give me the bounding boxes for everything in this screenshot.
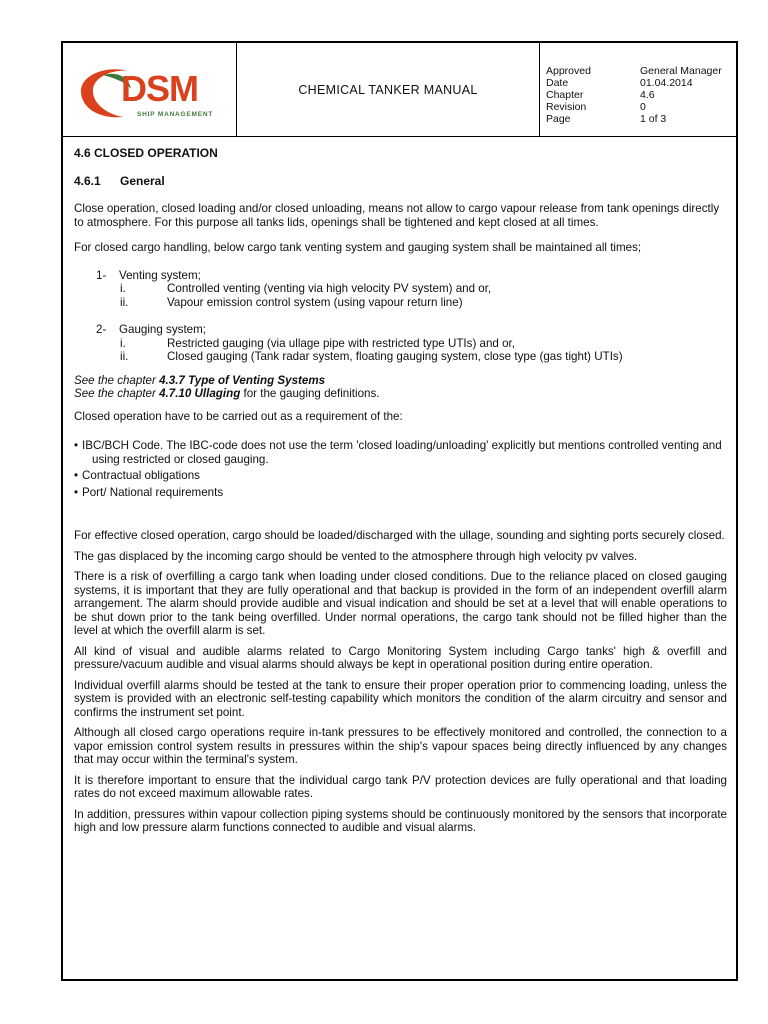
document-header [63,43,736,137]
list-number: 1- [96,268,107,282]
subitem-text: Vapour emission control system (using vapour return line) [167,295,463,309]
meta-cell [540,43,736,136]
list-title: Venting system; [119,268,201,282]
subitem-text: Restricted gauging (via ullage pipe with restricted type UTIs) and or, [167,336,515,350]
list-number: 2- [96,323,107,336]
chapter-reference[interactable]: See the chapter 4.3.7 Type of Venting Systems [74,373,326,387]
list-subitem [74,296,727,310]
meta-value: 0 [640,101,646,113]
body-paragraph: The gas displaced by the incoming cargo should be vented to the atmosphere through high velocity pv valves. [74,549,638,563]
bullet-item: • IBC/BCH Code. The IBC-code does not use the term 'closed loading/unloading' explicitly but mentions controlled venting and using restricted or closed gauging. [74,439,722,466]
body-paragraph: In addition, pressures within vapour collection piping systems should be continuously monitored by the sensors that incorporate high and low pressure alarm functions connected to audible and visual alarms. [74,807,727,834]
logo-text: DSM [121,68,198,109]
subitem-text: Controlled venting (venting via high velocity PV system) and or, [167,282,492,295]
body-paragraph: There is a risk of overfilling a cargo tank when loading under closed conditions. Due to the reliance placed on closed gauging systems, it is important that they are fully operational and that backup is provided in the form of an independent overfill alarm arrangement. The alarm should provide audible and visual indication and should be set at a level that will enable operations to be shut down prior to the tank being overfilled. Under normal operations, the cargo tank should not be filled higher than the level at which the overfill alarm is set. [74,570,727,637]
section-heading: 4.6 CLOSED OPERATION [74,146,218,160]
meta-label: Date [546,77,569,89]
subsection-number: 4.6.1 [74,173,101,188]
chapter-reference[interactable]: See the chapter 4.7.10 Ullaging [74,387,241,400]
body-paragraph: For effective closed operation, cargo should be loaded/discharged with the ullage, sounding and sighting ports securely closed. [74,529,725,542]
chapter-references: See the chapter 4.3.7 Type of Venting Systems See the chapter 4.7.10 Ullaging for the gauging definitions. [74,373,380,400]
subsection-heading [74,175,727,189]
meta-label: Revision [546,101,587,113]
intro-paragraph: Close operation, closed loading and/or closed unloading, means not allow to cargo vapour release from tank openings directly to atmosphere. For this purpose all tanks lids, openings shall be tightened and kept closed at all times. [74,202,720,229]
meta-value: 1 of 3 [640,113,667,125]
subitem-number: i. [120,336,126,350]
bullet-item: • Port/ National requirements [74,485,224,499]
logo-subtext: SHIP MANAGEMENT [137,111,214,118]
document-body [74,147,727,842]
page-frame [61,41,738,981]
body-paragraph: Individual overfill alarms should be tested at the tank to ensure their proper operation prior to commencing loading, unless the system is provided with an electronic self-testing capability which monitors the condition of the alarm circuitry and sensor and confirms the instrument set point. [74,678,727,719]
body-paragraph: Although all closed cargo operations require in-tank pressures to be effectively monitored and controlled, the connection to a vapor emission control system results in pressures within the ship's vapour spaces being directly influenced by any changes that may occur within the terminal's system. [74,726,727,766]
document-title: CHEMICAL TANKER MANUAL [298,82,478,97]
body-paragraph: It is therefore important to ensure that the individual cargo tank P/V protection devices are fully operational and that loading rates do not exceed maximum allowable rates. [74,773,727,800]
subitem-number: ii. [120,295,129,309]
requirement-bullets [74,439,727,499]
list-subitem [74,337,727,351]
dsm-logo [77,61,227,121]
logo-cell [63,43,237,136]
subitem-number: ii. [120,350,129,363]
subsection-title: General [120,173,165,188]
list-title: Gauging system; [119,323,206,336]
meta-label: Approved [546,65,591,77]
meta-value: 4.6 [640,89,655,101]
list-subitem [74,350,727,364]
system-list [74,269,727,364]
meta-label: Page [546,113,571,125]
list-item [74,323,727,337]
maintain-paragraph: For closed cargo handling, below cargo tank venting system and gauging system shall be maintained all times; [74,241,642,254]
subitem-number: i. [120,282,126,295]
meta-label: Chapter [546,89,584,101]
list-subitem [74,282,727,296]
dsm-logo-graphic [77,61,227,121]
body-paragraph: All kind of visual and audible alarms related to Cargo Monitoring System including Cargo tanks' high & overfill and pressure/vacuum audible and visual alarms should always be kept in operational position during entire operation. [74,644,727,671]
requirement-paragraph: Closed operation have to be carried out as a requirement of the: [74,409,403,423]
meta-value: General Manager [640,65,722,77]
meta-value: 01.04.2014 [640,77,693,89]
bullet-item: • Contractual obligations [74,469,200,482]
title-cell [237,43,540,136]
subitem-text: Closed gauging (Tank radar system, floating gauging system, close type (gas tight) UTIs) [167,350,623,363]
list-item [74,269,727,283]
